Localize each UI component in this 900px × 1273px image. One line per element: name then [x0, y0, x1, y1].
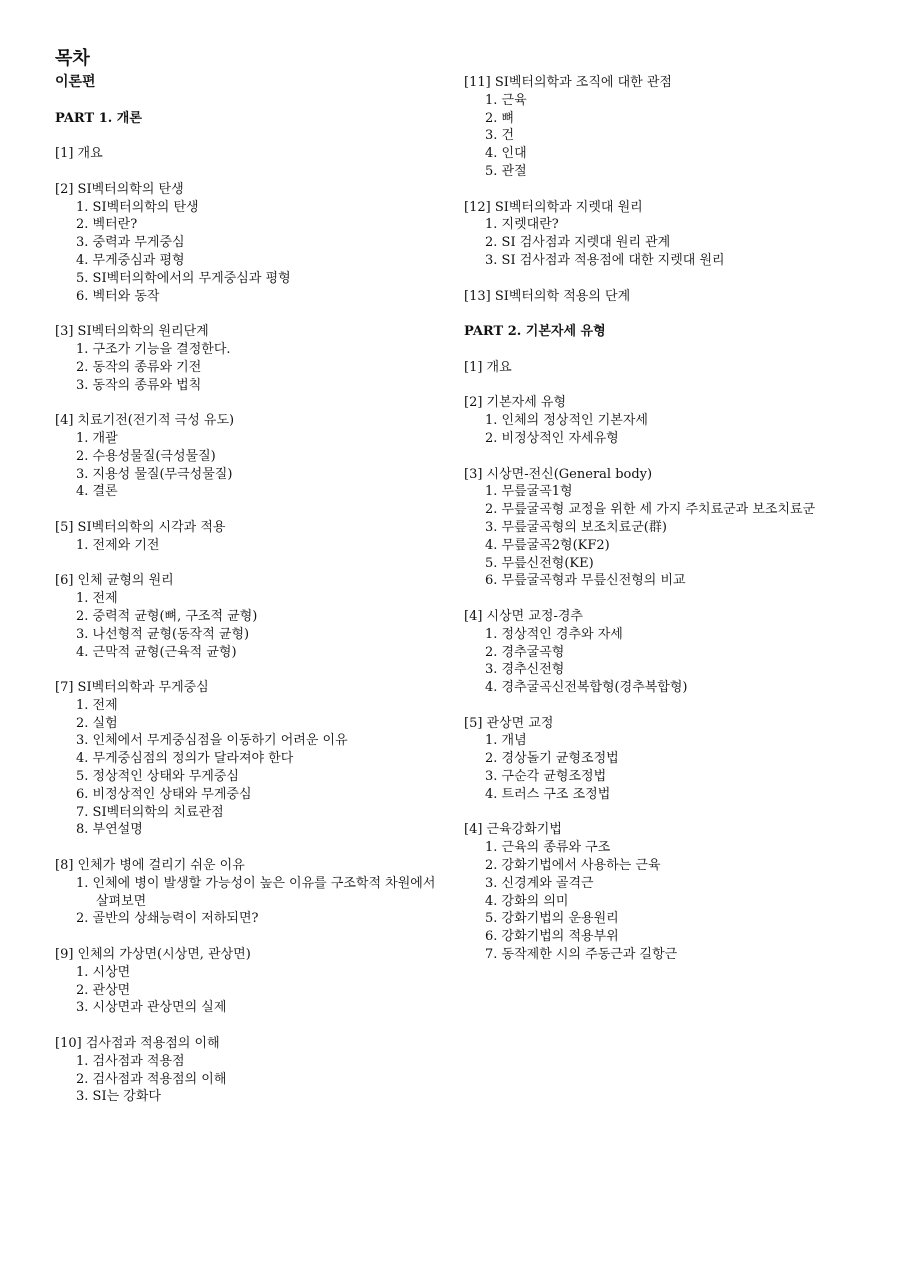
toc-section — [55, 412, 445, 501]
toc-item: 1. 개념 — [485, 733, 527, 749]
toc-item: 4. 무게중심점의 정의가 달라져야 한다 — [76, 751, 294, 767]
section-item-list — [464, 839, 864, 964]
section-item-list — [464, 412, 864, 448]
toc-item: 4. 인대 — [485, 146, 527, 162]
toc-item: 5. SI벡터의학에서의 무게중심과 평형 — [76, 270, 291, 286]
section-item-list — [55, 875, 445, 928]
section-title: [4] 시상면 교정-경추 — [464, 608, 583, 624]
toc-item: 4. 무릎굴곡2형(KF2) — [485, 537, 610, 553]
toc-item: 1. 검사점과 적용점 — [76, 1053, 185, 1069]
toc-item: 2. 경추굴곡형 — [485, 644, 565, 660]
toc-item: 1. 인체의 정상적인 기본자세 — [485, 413, 648, 429]
section-title: [5] SI벡터의학의 시각과 적용 — [55, 519, 226, 535]
toc-left-column — [55, 74, 445, 1124]
section-title: [6] 인체 균형의 원리 — [55, 573, 174, 589]
toc-item: 5. 관절 — [485, 163, 527, 179]
toc-item: 2. 비정상적인 자세유형 — [485, 430, 619, 446]
section-item-list — [55, 1053, 445, 1106]
toc-item: 5. 정상적인 상태와 무게중심 — [76, 769, 239, 785]
toc-section — [464, 199, 864, 270]
toc-item: 2. 무릎굴곡형 교정을 위한 세 가지 주치료군과 보조치료군 — [485, 502, 816, 518]
section-item-list — [55, 430, 445, 501]
toc-item: 4. 근막적 균형(근육적 균형) — [76, 644, 237, 660]
toc-item: 1. 전제 — [76, 591, 118, 607]
toc-item: 3. 구순각 균형조정법 — [485, 769, 607, 785]
section-title: [13] SI벡터의학 적용의 단계 — [464, 288, 631, 304]
toc-item: 3. 신경계와 골격근 — [485, 875, 594, 891]
section-item-list — [464, 626, 864, 697]
section-item-list — [464, 216, 864, 269]
section-item-list — [55, 341, 445, 394]
section-title: [12] SI벡터의학과 지렛대 원리 — [464, 199, 643, 215]
toc-item: 1. 전제 — [76, 697, 118, 713]
toc-item: 2. 관상면 — [76, 982, 131, 998]
toc-section — [464, 715, 864, 804]
toc-section — [55, 946, 445, 1017]
section-title: [2] 기본자세 유형 — [464, 395, 567, 411]
toc-item: 5. 강화기법의 운용원리 — [485, 911, 619, 927]
toc-item: 2. 동작의 종류와 기전 — [76, 359, 202, 375]
section-title: [3] 시상면-전신(General body) — [464, 466, 653, 482]
toc-item: 2. 강화기법에서 사용하는 근육 — [485, 858, 661, 874]
toc-section — [464, 288, 864, 306]
section-title: [3] SI벡터의학의 원리단계 — [55, 324, 209, 340]
toc-item: 3. 경추신전형 — [485, 662, 565, 678]
section-list — [464, 74, 864, 305]
toc-right-column — [464, 74, 864, 982]
toc-item: 1. 무릎굴곡1형 — [485, 484, 573, 500]
toc-item: 2. 뼈 — [485, 110, 515, 126]
toc-item: 3. 지용성 물질(무극성물질) — [76, 466, 233, 482]
section-item-list — [55, 537, 445, 555]
toc-item: 2. 수용성물질(극성물질) — [76, 448, 216, 464]
toc-section — [55, 181, 445, 306]
section-title: [10] 검사점과 적용점의 이해 — [55, 1036, 220, 1052]
toc-section — [55, 679, 445, 839]
toc-item: 2. SI 검사점과 지렛대 원리 관계 — [485, 235, 671, 251]
toc-section — [55, 323, 445, 394]
section-title: [8] 인체가 병에 걸리기 쉬운 이유 — [55, 858, 245, 874]
toc-item: 3. 나선형적 균형(동작적 균형) — [76, 626, 250, 642]
part-title: PART 1. 개론 — [55, 110, 142, 126]
section-title: [4] 근육강화기법 — [464, 822, 562, 838]
section-list — [55, 145, 445, 1106]
toc-item: 3. SI는 강화다 — [76, 1089, 161, 1105]
section-item-list — [55, 964, 445, 1017]
toc-item: 3. 인체에서 무게중심점을 이동하기 어려운 이유 — [76, 733, 348, 749]
toc-item: 6. 강화기법의 적용부위 — [485, 929, 619, 945]
toc-item: 1. 정상적인 경추와 자세 — [485, 626, 623, 642]
toc-item: 1. 인체에 병이 발생할 가능성이 높은 이유를 구조학적 차원에서 살펴보면 — [76, 875, 436, 909]
section-title: [5] 관상면 교정 — [464, 715, 554, 731]
toc-section — [464, 359, 864, 377]
toc-item: 1. 근육의 종류와 구조 — [485, 840, 611, 856]
toc-item: 4. 결론 — [76, 484, 118, 500]
theory-heading: 이론편 — [55, 74, 96, 90]
page-title: 목차 — [55, 48, 90, 69]
toc-section — [464, 394, 864, 447]
toc-item: 1. 지렛대란? — [485, 217, 559, 233]
section-item-list — [55, 199, 445, 306]
toc-item: 7. SI벡터의학의 치료관점 — [76, 804, 224, 820]
part-title: PART 2. 기본자세 유형 — [464, 324, 606, 340]
toc-item: 6. 벡터와 동작 — [76, 288, 160, 304]
section-item-list — [55, 590, 445, 661]
section-title: [11] SI벡터의학과 조직에 대한 관점 — [464, 75, 672, 90]
toc-item: 2. 중력적 균형(뼈, 구조적 균형) — [76, 608, 258, 624]
toc-section — [464, 74, 864, 181]
toc-item: 4. 강화의 의미 — [485, 893, 569, 909]
toc-item: 1. 구조가 기능을 결정한다. — [76, 341, 231, 357]
section-title: [2] SI벡터의학의 탄생 — [55, 181, 184, 197]
toc-section — [55, 519, 445, 555]
toc-item: 5. 무릎신전형(KE) — [485, 555, 594, 571]
toc-section — [464, 821, 864, 963]
section-list — [464, 359, 864, 964]
section-title: [1] 개요 — [464, 359, 512, 375]
toc-item: 4. 트러스 구조 조정법 — [485, 786, 611, 802]
toc-section — [55, 572, 445, 661]
toc-item: 4. 경추굴곡신전복합형(경추복합형) — [485, 680, 688, 696]
toc-item: 1. SI벡터의학의 탄생 — [76, 199, 199, 215]
toc-item: 2. 실험 — [76, 715, 118, 731]
toc-item: 8. 부연설명 — [76, 822, 143, 838]
toc-item: 3. 건 — [485, 128, 515, 144]
section-item-list — [464, 732, 864, 803]
section-item-list — [55, 697, 445, 839]
toc-item: 1. 전제와 기전 — [76, 537, 160, 553]
toc-section — [464, 608, 864, 697]
toc-item: 6. 비정상적인 상태와 무게중심 — [76, 786, 252, 802]
toc-section — [55, 145, 445, 163]
toc-section — [55, 1035, 445, 1106]
section-item-list — [464, 483, 864, 590]
toc-item: 2. 골반의 상쇄능력이 저하되면? — [76, 911, 259, 927]
toc-item: 6. 무릎굴곡형과 무릎신전형의 비교 — [485, 573, 686, 589]
toc-item: 3. 동작의 종류와 법칙 — [76, 377, 202, 393]
section-item-list — [464, 92, 864, 181]
section-title: [1] 개요 — [55, 146, 103, 162]
toc-item: 3. 시상면과 관상면의 실제 — [76, 1000, 227, 1016]
toc-item: 2. 벡터란? — [76, 217, 138, 233]
toc-item: 7. 동작제한 시의 주동근과 길항근 — [485, 947, 678, 963]
toc-section — [55, 857, 445, 928]
toc-item: 3. SI 검사점과 적용점에 대한 지렛대 원리 — [485, 252, 725, 268]
section-title: [4] 치료기전(전기적 극성 유도) — [55, 413, 235, 429]
toc-item: 2. 경상돌기 균형조정법 — [485, 751, 619, 767]
section-title: [9] 인체의 가상면(시상면, 관상면) — [55, 947, 251, 963]
toc-section — [464, 466, 864, 591]
toc-item: 2. 검사점과 적용점의 이해 — [76, 1071, 227, 1087]
toc-item: 1. 개괄 — [76, 430, 118, 446]
toc-item: 1. 시상면 — [76, 964, 131, 980]
toc-item: 1. 근육 — [485, 92, 527, 108]
section-title: [7] SI벡터의학과 무게중심 — [55, 680, 209, 696]
toc-item: 4. 무게중심과 평형 — [76, 252, 185, 268]
toc-item: 3. 무릎굴곡형의 보조치료군(群) — [485, 519, 667, 535]
toc-item: 3. 중력과 무게중심 — [76, 235, 185, 251]
